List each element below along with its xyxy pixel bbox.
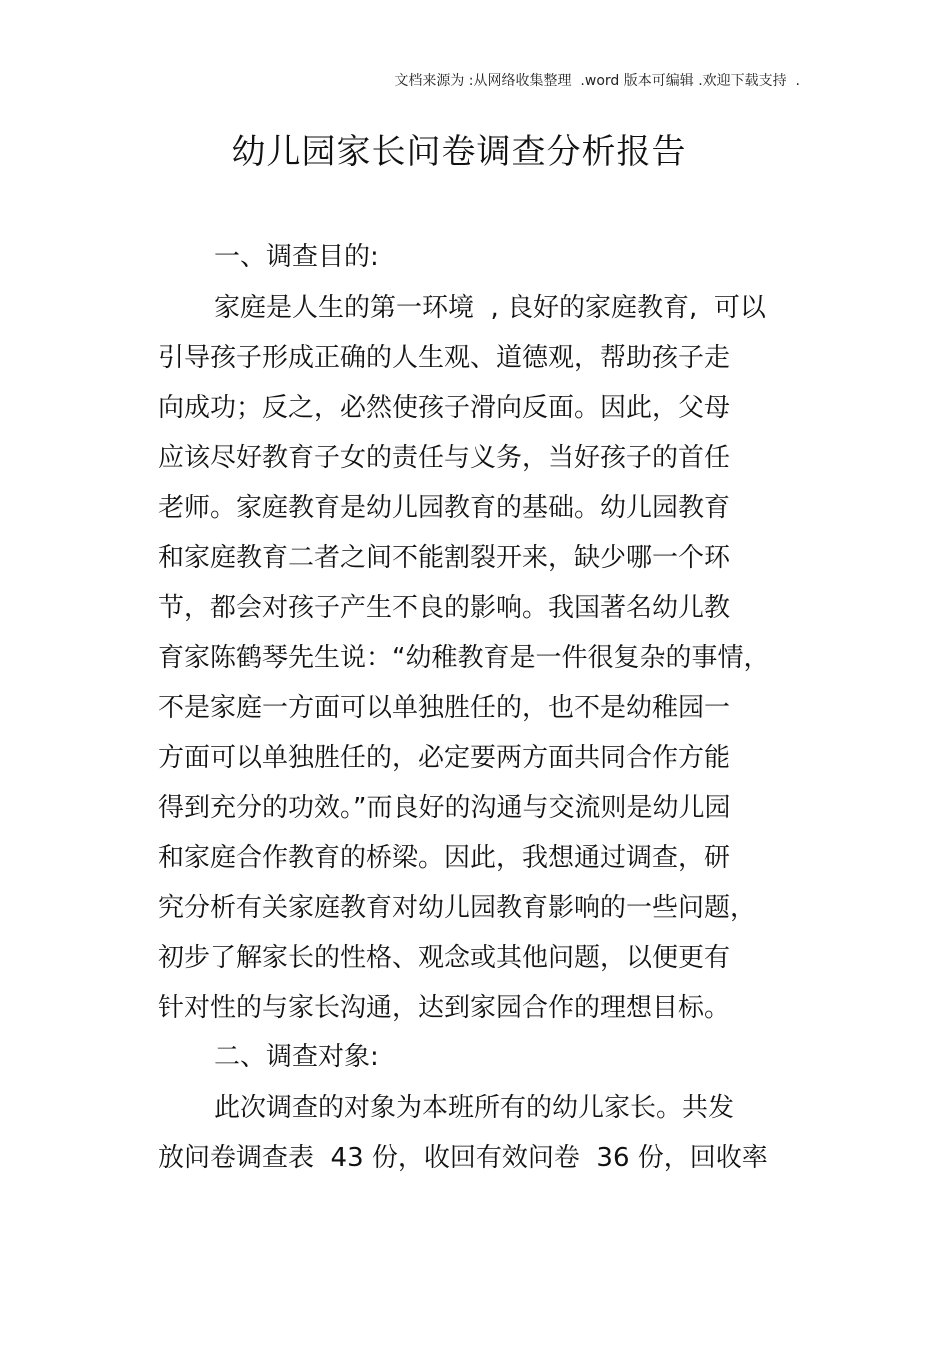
paragraph-line: 究分析有关家庭教育对幼儿园教育影响的一些问题， <box>158 893 757 923</box>
paragraph-line: 此次调查的对象为本班所有的幼儿家长。共发 <box>214 1093 735 1123</box>
paragraph-line: 方面可以单独胜任的，必定要两方面共同合作方能 <box>158 743 731 773</box>
paragraph-line: 家庭是人生的第一环境 , 良好的家庭教育, 可以 <box>214 293 766 323</box>
paragraph-line: 和家庭合作教育的桥梁。因此，我想通过调查，研 <box>158 843 731 873</box>
paragraph-line: 应该尽好教育子女的责任与义务，当好孩子的首任 <box>158 443 731 473</box>
paragraph-line: 放问卷调查表 43 份，收回有效问卷 36 份，回收率 <box>158 1143 768 1173</box>
paragraph-line: 得到充分的功效。”而良好的沟通与交流则是幼儿园 <box>158 793 731 823</box>
paragraph-line: 向成功；反之，必然使孩子滑向反面。因此，父母 <box>158 393 731 423</box>
paragraph-line: 老师。家庭教育是幼儿园教育的基础。幼儿园教育 <box>158 493 731 523</box>
paragraph-line: 引导孩子形成正确的人生观、道德观，帮助孩子走 <box>158 343 731 373</box>
paragraph-line: 针对性的与家长沟通，达到家园合作的理想目标。 <box>158 993 731 1023</box>
section-heading-purpose: 一、调查目的: <box>214 242 379 272</box>
paragraph-line: 和家庭教育二者之间不能割裂开来，缺少哪一个环 <box>158 543 731 573</box>
paragraph-line: 不是家庭一方面可以单独胜任的，也不是幼稚园一 <box>158 693 731 723</box>
page-title: 幼儿园家长问卷调查分析报告 <box>231 132 687 172</box>
header-note: 文档来源为 :从网络收集整理 .word 版本可编辑 .欢迎下载支持 . <box>394 73 800 89</box>
section-heading-subjects: 二、调查对象: <box>214 1042 379 1072</box>
paragraph-line: 初步了解家长的性格、观念或其他问题，以便更有 <box>158 943 731 973</box>
paragraph-line: 育家陈鹤琴先生说：“幼稚教育是一件很复杂的事情， <box>158 643 770 673</box>
paragraph-line: 节，都会对孩子产生不良的影响。我国著名幼儿教 <box>158 593 731 623</box>
